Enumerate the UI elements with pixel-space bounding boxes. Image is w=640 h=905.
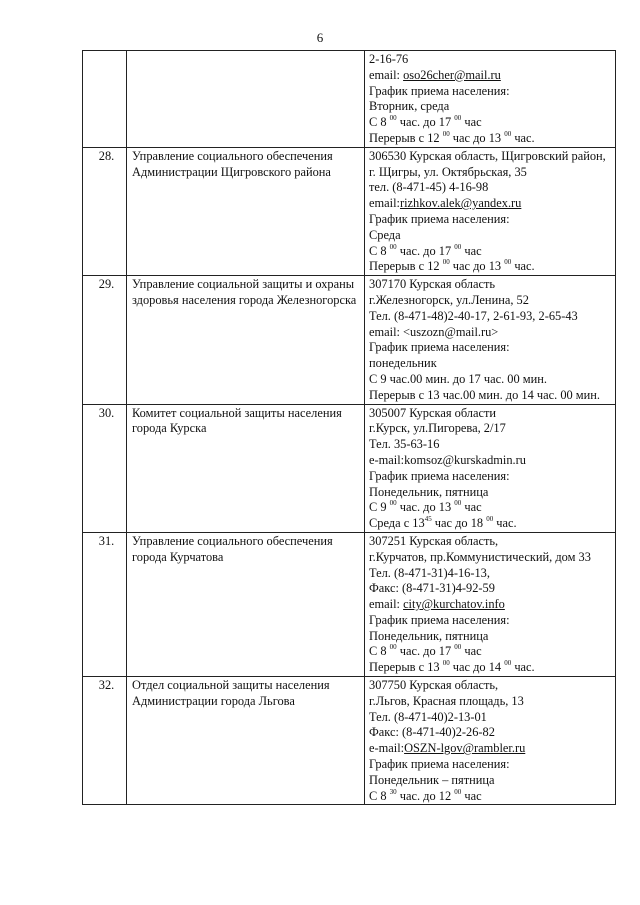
organization-name <box>127 51 365 148</box>
email-link[interactable]: city@kurchatov.info <box>403 597 505 612</box>
info-line <box>369 52 612 68</box>
info-line <box>369 550 612 566</box>
info-line <box>369 629 612 645</box>
info-text: Тел. (8-471-48)2-40-17, 2-61-93, 2-65-43 <box>369 308 578 323</box>
info-text: Факс: (8-471-31)4-92-59 <box>369 581 495 596</box>
table-row <box>83 532 616 676</box>
time-minutes: 00 <box>504 129 512 138</box>
info-text: email: <box>369 67 404 82</box>
info-line <box>369 406 612 422</box>
email-link[interactable]: OSZN-lgov@rambler.ru <box>404 741 526 756</box>
email-link[interactable]: rizhkov.alek@yandex.ru <box>399 196 522 211</box>
time-minutes: 00 <box>504 258 512 267</box>
schedule-time-line: С 8 $^{30}$ час. до 12 $^{00}$ час <box>369 787 482 803</box>
info-text: г.Железногорск, ул.Ленина, 52 <box>369 292 529 307</box>
table-row <box>83 404 616 532</box>
schedule-time-line: С 9 $^{00}$ час. до 13 $^{00}$ час <box>369 499 482 515</box>
info-text: Тел. (8-471-40)2-13-01 <box>369 709 487 724</box>
info-text: С 9 час.00 мин. до 17 час. 00 мин. <box>369 371 547 386</box>
row-number: 32. <box>83 677 127 805</box>
info-line <box>369 453 612 469</box>
info-line <box>369 485 612 501</box>
info-line <box>369 469 612 485</box>
table-row <box>83 51 616 148</box>
info-line <box>369 437 612 453</box>
info-text: Понедельник – пятница <box>369 772 495 787</box>
time-minutes: 30 <box>389 787 397 796</box>
info-text: Тел. 35-63-16 <box>369 437 440 452</box>
info-line <box>369 84 612 100</box>
time-minutes: 00 <box>389 242 397 251</box>
info-text: График приема населения: <box>369 340 510 355</box>
table-body <box>83 51 616 805</box>
info-line <box>369 356 612 372</box>
info-line <box>369 277 612 293</box>
organization-name: Управление социального обеспечения города Курчатова <box>127 532 365 676</box>
organization-name: Управление социальной защиты и охраны здоровья населения города Железногорска <box>127 276 365 404</box>
row-number: 29. <box>83 276 127 404</box>
table-row <box>83 147 616 275</box>
info-line <box>369 340 612 356</box>
info-line <box>369 757 612 773</box>
info-text: Перерыв с 13 час.00 мин. до 14 час. 00 мин. <box>369 387 601 402</box>
info-line <box>369 710 612 726</box>
info-text: Факс: (8-471-40)2-26-82 <box>369 725 495 740</box>
info-line <box>369 228 612 244</box>
time-minutes: 00 <box>486 515 494 524</box>
time-minutes: 00 <box>504 659 512 668</box>
row-number <box>83 51 127 148</box>
info-line <box>369 68 612 84</box>
info-line <box>369 180 612 196</box>
email-link[interactable]: oso26cher@mail.ru <box>403 67 501 82</box>
organization-name: Отдел социальной защиты населения Администрации города Льгова <box>127 677 365 805</box>
time-minutes: 00 <box>442 258 450 267</box>
info-text: 2-16-76 <box>369 52 409 66</box>
info-line <box>369 613 612 629</box>
info-text: г.Курск, ул.Пигорева, 2/17 <box>369 421 506 436</box>
info-text: email: <uszozn@mail.ru> <box>369 324 499 339</box>
info-line <box>369 421 612 437</box>
info-text: Понедельник, пятница <box>369 484 489 499</box>
info-line <box>369 678 612 694</box>
page-number: 6 <box>316 30 324 45</box>
time-minutes: 00 <box>442 129 450 138</box>
contact-info <box>365 276 616 404</box>
info-text: 307750 Курская область, <box>369 678 499 693</box>
info-text: г.Льгов, Красная площадь, 13 <box>369 693 524 708</box>
info-text: email: <box>369 597 404 612</box>
info-text: График приема населения: <box>369 468 510 483</box>
info-text: тел. (8-471-45) 4-16-98 <box>369 180 489 195</box>
info-text: Тел. (8-471-31)4-16-13, <box>369 565 490 580</box>
info-line <box>369 149 612 165</box>
row-number: 31. <box>83 532 127 676</box>
info-line <box>369 99 612 115</box>
time-minutes: 00 <box>389 643 397 652</box>
schedule-time-line: С 8 $^{00}$ час. до 17 $^{00}$ час <box>369 242 482 258</box>
info-text: понедельник <box>369 356 437 371</box>
contact-info <box>365 532 616 676</box>
row-number: 30. <box>83 404 127 532</box>
schedule-time-line: Перерыв с 12 $^{00}$ час до 13 $^{00}$ час. <box>369 258 535 274</box>
info-text: 305007 Курская области <box>369 405 497 420</box>
info-line <box>369 372 612 388</box>
info-line <box>369 293 612 309</box>
contact-info <box>365 404 616 532</box>
organization-name: Управление социального обеспечения Администрации Щигровского района <box>127 147 365 275</box>
table-row <box>83 276 616 404</box>
info-line <box>369 534 612 550</box>
contact-info <box>365 677 616 805</box>
info-line <box>369 694 612 710</box>
time-minutes: 00 <box>389 499 397 508</box>
info-text: График приема населения: <box>369 211 510 226</box>
time-minutes: 45 <box>424 515 432 524</box>
info-text: г.Курчатов, пр.Коммунистический, дом 33 <box>369 549 591 564</box>
info-text: Среда <box>369 227 401 242</box>
time-minutes: 00 <box>442 659 450 668</box>
info-line <box>369 388 612 404</box>
info-text: График приема населения: <box>369 83 510 98</box>
info-text: г. Щигры, ул. Октябрьская, 35 <box>369 164 527 179</box>
row-number: 28. <box>83 147 127 275</box>
info-text: Вторник, среда <box>369 99 450 114</box>
schedule-time-line: С 8 $^{00}$ час. до 17 $^{00}$ час <box>369 643 482 659</box>
info-text: 306530 Курская область, Щигровский район, <box>369 148 606 163</box>
contact-info <box>365 147 616 275</box>
info-text: Понедельник, пятница <box>369 628 489 643</box>
info-line <box>369 581 612 597</box>
info-line <box>369 566 612 582</box>
info-line <box>369 309 612 325</box>
organization-name: Комитет социальной защиты населения города Курска <box>127 404 365 532</box>
schedule-time-line: С 8 $^{00}$ час. до 17 $^{00}$ час <box>369 114 482 130</box>
time-minutes: 00 <box>454 643 462 652</box>
info-text: График приема населения: <box>369 612 510 627</box>
info-text: 307251 Курская область, <box>369 533 499 548</box>
time-minutes: 00 <box>389 114 397 123</box>
info-line <box>369 741 612 757</box>
info-line <box>369 212 612 228</box>
info-line <box>369 325 612 341</box>
schedule-time-line: Перерыв с 12 $^{00}$ час до 13 $^{00}$ час. <box>369 129 535 145</box>
info-text: 307170 Курская область <box>369 277 496 292</box>
time-minutes: 00 <box>454 242 462 251</box>
institutions-table <box>82 50 616 805</box>
info-line <box>369 773 612 789</box>
time-minutes: 00 <box>454 499 462 508</box>
info-line <box>369 597 612 613</box>
info-line <box>369 196 612 212</box>
contact-info <box>365 51 616 148</box>
info-text: График приема населения: <box>369 757 510 772</box>
time-minutes: 00 <box>454 787 462 796</box>
info-text: email: <box>369 196 400 211</box>
schedule-time-line: Среда с $13^{45}$ час до 18 $^{00}$ час. <box>369 515 517 531</box>
info-text: e-mail:komsoz@kurskadmin.ru <box>369 452 526 467</box>
info-line <box>369 725 612 741</box>
info-line <box>369 165 612 181</box>
info-text: e-mail: <box>369 741 405 756</box>
schedule-time-line: Перерыв с 13 $^{00}$ час до 14 $^{00}$ час. <box>369 659 535 675</box>
table-row <box>83 677 616 805</box>
time-minutes: 00 <box>454 114 462 123</box>
